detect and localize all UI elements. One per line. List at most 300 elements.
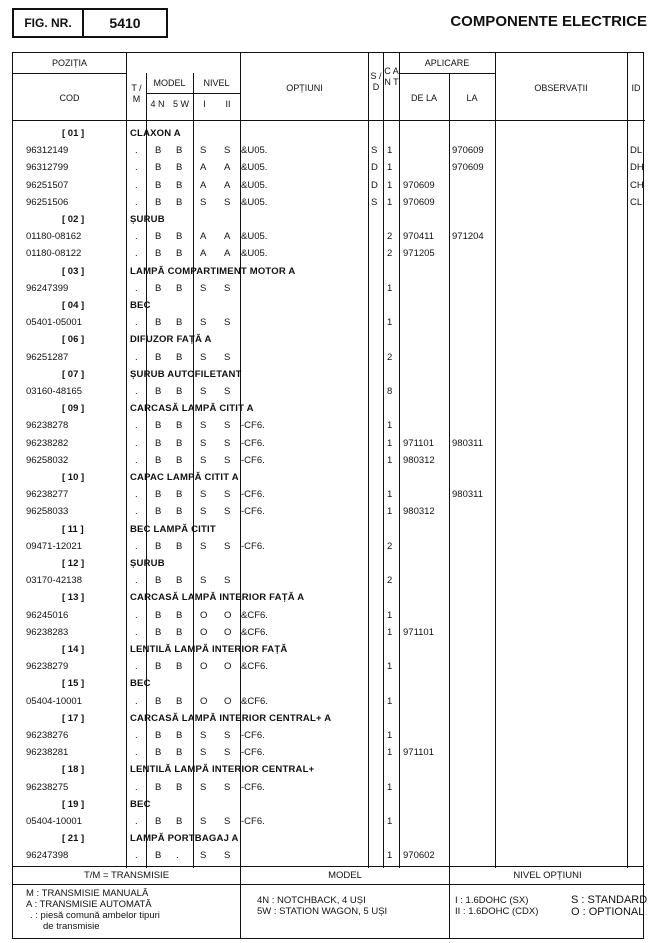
figure-label: FIG. NR.: [14, 10, 84, 36]
nivel-1: A: [200, 179, 207, 191]
transmission: .: [135, 489, 138, 501]
model-4n: B: [155, 781, 162, 793]
table-row: [0, 245, 661, 262]
nivel-1: S: [200, 540, 207, 552]
model-5w: B: [176, 575, 183, 587]
position-number: [ 10 ]: [62, 472, 85, 483]
part-group-name: CARCASĂ LAMPĂ INTERIOR FAȚĂ A: [130, 592, 305, 604]
position-number: [ 03 ]: [62, 265, 85, 277]
header-aplicare: APLICARE: [424, 58, 470, 68]
nivel-1: S: [200, 850, 207, 862]
nivel-2: S: [224, 489, 231, 501]
part-group-name: BEC: [130, 798, 151, 810]
option: &U05.: [241, 248, 268, 260]
group-row: [0, 589, 661, 606]
model-5w: B: [176, 386, 183, 397]
position-number: [ 15 ]: [62, 678, 85, 690]
table-row: [0, 228, 661, 245]
transmission: .: [135, 282, 138, 294]
option: -CF6.: [241, 420, 265, 432]
nivel-2: S: [224, 747, 231, 759]
transmission: .: [135, 145, 138, 157]
legend-tm-dot-1: . : piesă comună ambelor tipuri: [30, 910, 160, 921]
side: D: [371, 162, 378, 174]
transmission: .: [135, 196, 138, 208]
position-number: [ 14 ]: [62, 644, 85, 655]
table-row: [0, 486, 661, 503]
table-row: [0, 538, 661, 555]
header-optiuni: OPȚIUNI: [286, 83, 323, 93]
quantity: 2: [387, 231, 393, 243]
nivel-1: A: [200, 162, 207, 174]
group-row: [0, 469, 661, 486]
header-nivel-1: I: [203, 99, 206, 109]
transmission: .: [135, 747, 138, 759]
nivel-1: S: [200, 489, 207, 501]
legend-nivel-1: I : 1.6DOHC (SX): [455, 895, 529, 906]
position-number: [ 07 ]: [62, 368, 85, 380]
quantity: 1: [387, 730, 393, 741]
nivel-1: O: [200, 695, 208, 707]
option: -CF6.: [241, 730, 265, 741]
position-number: [ 02 ]: [62, 214, 85, 225]
option: &CF6.: [241, 695, 268, 707]
model-4n: B: [155, 196, 162, 208]
transmission: .: [135, 437, 138, 449]
part-code: 96238283: [26, 626, 69, 638]
header-tm: T / M: [131, 83, 142, 104]
applied-from: 970411: [403, 231, 434, 243]
nivel-2: S: [224, 437, 231, 449]
nivel-1: S: [200, 282, 207, 294]
model-4n: B: [155, 231, 162, 243]
model-4n: B: [155, 386, 162, 397]
nivel-2: O: [224, 626, 232, 638]
part-group-name: ȘURUB: [130, 558, 165, 569]
nivel-1: O: [200, 609, 208, 621]
part-code: 96245016: [26, 609, 69, 621]
side: D: [371, 179, 378, 191]
table-row: [0, 452, 661, 469]
header-nivel-2: II: [225, 99, 231, 109]
model-5w: B: [176, 695, 183, 707]
quantity: 2: [387, 351, 393, 363]
quantity: 1: [387, 454, 393, 466]
table-row: [0, 159, 661, 176]
part-code: 05404-10001: [26, 695, 82, 707]
legend-tm-a: A : TRANSMISIE AUTOMATĂ: [26, 899, 152, 910]
group-row: [0, 297, 661, 314]
part-code: 96251506: [26, 196, 69, 208]
option: -CF6.: [241, 506, 265, 518]
nivel-1: S: [200, 420, 207, 432]
part-group-name: BEC: [130, 678, 151, 690]
transmission: .: [135, 626, 138, 638]
table-row: [0, 435, 661, 452]
header-cant: C A N T: [384, 66, 399, 87]
part-code: 03160-48165: [26, 386, 82, 397]
part-code: 96238279: [26, 661, 69, 673]
legend-nivel-o: O : OPTIONAL: [571, 906, 645, 918]
legend-tm-title: T/M = TRANSMISIE: [13, 867, 240, 885]
legend-tm-m: M : TRANSMISIE MANUALĂ: [26, 888, 149, 899]
model-4n: B: [155, 661, 162, 673]
nivel-2: S: [224, 317, 231, 329]
part-code: 96238276: [26, 730, 69, 741]
group-row: [0, 796, 661, 813]
group-row: [0, 331, 661, 348]
option: &CF6.: [241, 609, 268, 621]
table-row: [0, 813, 661, 830]
table-row: [0, 142, 661, 159]
part-code: 96238282: [26, 437, 69, 449]
transmission: .: [135, 231, 138, 243]
quantity: 1: [387, 506, 393, 518]
part-code: 96238277: [26, 489, 69, 501]
quantity: 1: [387, 850, 393, 862]
option: &U05.: [241, 196, 268, 208]
part-code: 01180-08162: [26, 231, 82, 243]
part-code: 96258032: [26, 454, 69, 466]
option: -CF6.: [241, 816, 265, 827]
model-4n: B: [155, 816, 162, 827]
group-row: [0, 555, 661, 572]
transmission: .: [135, 506, 138, 518]
position-number: [ 17 ]: [62, 712, 85, 724]
part-code: 96247399: [26, 282, 69, 294]
model-4n: B: [155, 317, 162, 329]
model-4n: B: [155, 282, 162, 294]
option: -CF6.: [241, 540, 265, 552]
quantity: 1: [387, 196, 393, 208]
table-row: [0, 194, 661, 211]
quantity: 8: [387, 386, 393, 397]
table-row: [0, 417, 661, 434]
nivel-2: O: [224, 661, 232, 673]
nivel-2: S: [224, 575, 231, 587]
id-code: DH: [630, 162, 644, 174]
model-4n: B: [155, 730, 162, 741]
model-4n: B: [155, 850, 162, 862]
model-5w: B: [176, 661, 183, 673]
model-4n: B: [155, 162, 162, 174]
nivel-2: S: [224, 730, 231, 741]
legend-tm-dot-2: de transmisie: [43, 921, 100, 932]
model-5w: B: [176, 248, 183, 260]
transmission: .: [135, 781, 138, 793]
nivel-2: S: [224, 506, 231, 518]
part-group-name: LENTILĂ LAMPĂ INTERIOR FAȚĂ: [130, 644, 288, 655]
model-4n: B: [155, 420, 162, 432]
nivel-1: S: [200, 816, 207, 827]
nivel-2: S: [224, 816, 231, 827]
transmission: .: [135, 420, 138, 432]
model-5w: B: [176, 420, 183, 432]
option: -CF6.: [241, 437, 265, 449]
header-la: LA: [466, 93, 478, 103]
part-group-name: LAMPĂ PORTBAGAJ A: [130, 833, 239, 845]
model-4n: B: [155, 626, 162, 638]
transmission: .: [135, 317, 138, 329]
nivel-2: S: [224, 850, 231, 862]
part-code: 96247398: [26, 850, 69, 862]
nivel-1: S: [200, 747, 207, 759]
applied-to: 980311: [452, 437, 483, 449]
quantity: 1: [387, 695, 393, 707]
group-row: [0, 710, 661, 727]
quantity: 2: [387, 540, 393, 552]
table-row: [0, 847, 661, 864]
part-code: 05401-05001: [26, 317, 82, 329]
side: S: [371, 145, 378, 157]
nivel-1: S: [200, 317, 207, 329]
quantity: 1: [387, 282, 393, 294]
group-row: [0, 641, 661, 658]
part-code: 01180-08122: [26, 248, 82, 260]
quantity: 1: [387, 609, 393, 621]
group-row: [0, 125, 661, 142]
nivel-1: O: [200, 661, 208, 673]
part-code: 96251287: [26, 351, 69, 363]
header-observatii: OBSERVAȚII: [534, 83, 588, 93]
model-5w: B: [176, 351, 183, 363]
applied-from: 970609: [403, 179, 435, 191]
table-row: [0, 349, 661, 366]
part-group-name: ȘURUB: [130, 214, 165, 225]
option: -CF6.: [241, 781, 265, 793]
part-group-name: DIFUZOR FAȚĂ A: [130, 334, 212, 346]
model-5w: B: [176, 179, 183, 191]
group-row: [0, 400, 661, 417]
part-group-name: CARCASĂ LAMPĂ CITIT A: [130, 403, 254, 415]
table-row: [0, 314, 661, 331]
position-number: [ 18 ]: [62, 764, 85, 776]
part-code: 96312799: [26, 162, 69, 174]
option: -CF6.: [241, 489, 265, 501]
header-model-4n: 4 N: [150, 99, 165, 109]
nivel-2: S: [224, 454, 231, 466]
model-5w: B: [176, 626, 183, 638]
group-row: [0, 830, 661, 847]
table-row: [0, 280, 661, 297]
applied-to: 970609: [452, 162, 484, 174]
applied-from: 980312: [403, 506, 435, 518]
table-row: [0, 572, 661, 589]
option: &U05.: [241, 145, 268, 157]
part-code: 05404-10001: [26, 816, 82, 827]
applied-from: 971101: [403, 747, 434, 759]
model-4n: B: [155, 695, 162, 707]
transmission: .: [135, 179, 138, 191]
model-5w: B: [176, 489, 183, 501]
group-row: [0, 366, 661, 383]
quantity: 1: [387, 145, 393, 157]
group-row: [0, 521, 661, 538]
quantity: 1: [387, 489, 393, 501]
option: -CF6.: [241, 454, 265, 466]
option: -CF6.: [241, 747, 265, 759]
nivel-1: S: [200, 145, 207, 157]
quantity: 1: [387, 747, 393, 759]
header-sd: S / D: [370, 71, 382, 92]
transmission: .: [135, 162, 138, 174]
part-group-name: CLAXON A: [130, 128, 181, 139]
applied-from: 971101: [403, 626, 434, 638]
table-row: [0, 177, 661, 194]
position-number: [ 21 ]: [62, 833, 85, 845]
quantity: 1: [387, 816, 393, 827]
model-5w: B: [176, 454, 183, 466]
nivel-1: O: [200, 626, 208, 638]
transmission: .: [135, 575, 138, 587]
nivel-2: A: [224, 162, 231, 174]
nivel-2: O: [224, 695, 232, 707]
transmission: .: [135, 386, 138, 397]
group-row: [0, 211, 661, 228]
model-5w: B: [176, 145, 183, 157]
model-5w: B: [176, 231, 183, 243]
page-title: COMPONENTE ELECTRICE: [450, 13, 647, 30]
id-code: CL: [630, 196, 643, 208]
model-4n: B: [155, 179, 162, 191]
nivel-2: S: [224, 196, 231, 208]
part-code: 96312149: [26, 145, 69, 157]
part-code: 09471-12021: [26, 540, 82, 552]
nivel-2: S: [224, 781, 231, 793]
nivel-2: A: [224, 231, 231, 243]
model-5w: .: [176, 850, 179, 862]
applied-from: 970602: [403, 850, 435, 862]
model-5w: B: [176, 730, 183, 741]
applied-to: 971204: [452, 231, 484, 243]
model-4n: B: [155, 145, 162, 157]
position-number: [ 01 ]: [62, 128, 85, 139]
model-4n: B: [155, 351, 162, 363]
part-group-name: CAPAC LAMPĂ CITIT A: [130, 472, 239, 483]
nivel-1: S: [200, 730, 207, 741]
legend-model-4n: 4N : NOTCHBACK, 4 UȘI: [257, 895, 366, 906]
transmission: .: [135, 661, 138, 673]
nivel-2: S: [224, 540, 231, 552]
nivel-2: S: [224, 386, 231, 397]
table-row: [0, 727, 661, 744]
group-row: [0, 263, 661, 280]
position-number: [ 04 ]: [62, 300, 85, 311]
legend: [12, 867, 648, 939]
nivel-2: A: [224, 179, 231, 191]
quantity: 1: [387, 661, 393, 673]
model-5w: B: [176, 196, 183, 208]
part-group-name: CARCASĂ LAMPĂ INTERIOR CENTRAL+ A: [130, 712, 332, 724]
model-4n: B: [155, 575, 162, 587]
position-number: [ 19 ]: [62, 798, 85, 810]
transmission: .: [135, 540, 138, 552]
nivel-2: S: [224, 282, 231, 294]
legend-model-title: MODEL: [241, 867, 449, 885]
quantity: 1: [387, 420, 393, 432]
nivel-1: S: [200, 437, 207, 449]
model-5w: B: [176, 609, 183, 621]
applied-from: 980312: [403, 454, 435, 466]
model-5w: B: [176, 781, 183, 793]
quantity: 1: [387, 781, 393, 793]
model-4n: B: [155, 747, 162, 759]
nivel-2: A: [224, 248, 231, 260]
applied-to: 980311: [452, 489, 483, 501]
nivel-1: S: [200, 506, 207, 518]
nivel-1: S: [200, 781, 207, 793]
position-number: [ 09 ]: [62, 403, 85, 415]
part-code: 96238278: [26, 420, 69, 432]
nivel-1: A: [200, 231, 207, 243]
model-5w: B: [176, 747, 183, 759]
option: &U05.: [241, 162, 268, 174]
model-4n: B: [155, 454, 162, 466]
transmission: .: [135, 816, 138, 827]
part-group-name: ȘURUB AUTOFILETANT: [130, 368, 242, 380]
nivel-2: O: [224, 609, 232, 621]
part-code: 96238275: [26, 781, 69, 793]
group-row: [0, 675, 661, 692]
part-code: 96251507: [26, 179, 69, 191]
table-row: [0, 779, 661, 796]
table-row: [0, 658, 661, 675]
nivel-1: S: [200, 351, 207, 363]
table-row: [0, 503, 661, 520]
model-4n: B: [155, 609, 162, 621]
position-number: [ 06 ]: [62, 334, 85, 346]
table-row: [0, 744, 661, 761]
model-4n: B: [155, 437, 162, 449]
header-pozitia: POZIȚIA: [51, 58, 87, 68]
model-5w: B: [176, 540, 183, 552]
legend-model-5w: 5W : STATION WAGON, 5 UȘI: [257, 906, 388, 917]
model-5w: B: [176, 162, 183, 174]
quantity: 1: [387, 179, 393, 191]
position-number: [ 13 ]: [62, 592, 85, 604]
header-id: ID: [631, 83, 641, 93]
figure-number-box: [12, 8, 168, 38]
nivel-1: S: [200, 575, 207, 587]
transmission: .: [135, 850, 138, 862]
applied-from: 970609: [403, 196, 435, 208]
option: &U05.: [241, 179, 268, 191]
part-code: 96258033: [26, 506, 69, 518]
nivel-2: S: [224, 351, 231, 363]
legend-nivel-title: NIVEL OPȚIUNI: [450, 867, 645, 885]
option: &CF6.: [241, 626, 268, 638]
position-number: [ 12 ]: [62, 558, 85, 569]
nivel-1: S: [200, 386, 207, 397]
part-code: 03170-42138: [26, 575, 82, 587]
model-5w: B: [176, 506, 183, 518]
group-row: [0, 761, 661, 778]
nivel-1: S: [200, 196, 207, 208]
transmission: .: [135, 730, 138, 741]
quantity: 1: [387, 317, 393, 329]
model-4n: B: [155, 489, 162, 501]
header-model-5w: 5 W: [172, 99, 189, 109]
part-group-name: LENTILĂ LAMPĂ INTERIOR CENTRAL+: [130, 764, 315, 776]
quantity: 1: [387, 162, 393, 174]
id-code: DL: [630, 145, 643, 157]
table-row: [0, 383, 661, 400]
transmission: .: [135, 248, 138, 260]
table-row: [0, 624, 661, 641]
legend-nivel-2: II : 1.6DOHC (CDX): [455, 906, 539, 917]
figure-number: 5410: [109, 15, 141, 31]
model-4n: B: [155, 540, 162, 552]
